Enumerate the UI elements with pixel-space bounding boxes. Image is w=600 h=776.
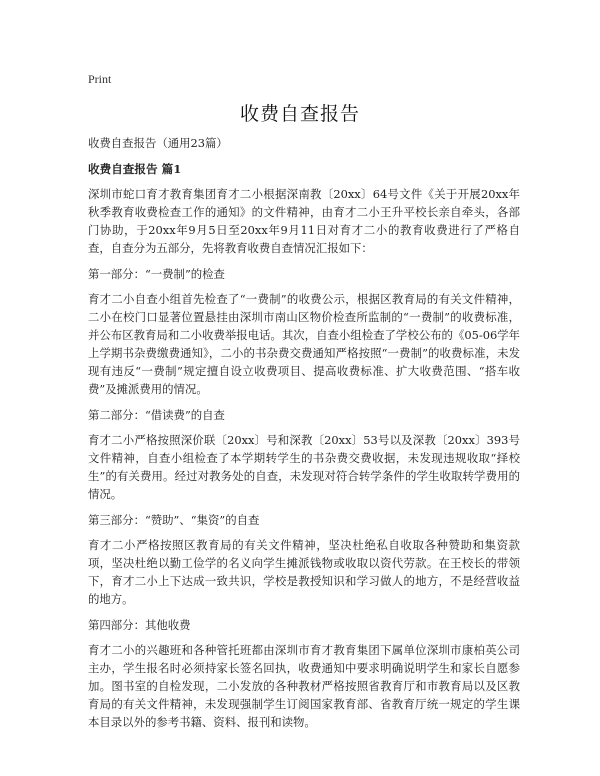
document-title: 收费自查报告 <box>239 103 360 125</box>
part-body-4: 育才二小的兴趣班和各种管托班都由深圳市育才教育集团下属单位深圳市康柏英公司主办，学生报名时必须持家长签名回执，收费通知中要求明确说明学生和家长自愿参加。图书室的自检发现，二小发放的各种教材严格按照省教育厅和市教育局以及区教育局的有关文件精神，未发现强制学生订阅国家教育部、省教育厅统一规定的学生课本目录以外的参考书籍、资料、报刊和读物。 <box>88 643 520 729</box>
part-heading-1: 第一部分：“一费制”的检查 <box>88 267 225 281</box>
part-heading-2: 第二部分：“借读费”的自查 <box>88 408 225 422</box>
part-body-1: 育才二小自查小组首先检查了“一费制”的收费公示，根据区教育局的有关文件精神，二小在校门口显著位置悬挂由深圳市南山区物价检查所监制的“一费制”的收费标准，并公布区教育局和二小收费举报电话。其次，自查小组检查了学校公布的《05-06学年上学期书杂费缴费通知》，二小的书杂费交费通知严格按照“一费制”的收费标准，未发现有违反“一费制”规定擅自设立收费项目、提高收费标准、扩大收费范围、“搭车收费”及摊派费用的情况。 <box>88 292 520 396</box>
section-heading: 收费自查报告 篇1 <box>88 162 182 176</box>
intro-paragraph: 深圳市蛇口育才教育集团育才二小根据深南教〔20xx〕64号文件《关于开展20xx年秋季教育收费检查工作的通知》的文件精神，由育才二小王升平校长亲自牵头，各部门协助，于20xx年9月5日至20xx年9月11日对育才二小的教育收费进行了严格自查，自查分为五部分，先将教育收费自查情况汇报如下： <box>88 187 520 255</box>
part-body-2: 育才二小严格按照深价联〔20xx〕号和深教〔20xx〕53号以及深教〔20xx〕393号文件精神，自查小组检查了本学期转学生的书杂费交费收据，未发现违规收取“择校生”的有关费用。经过对教务处的自查，未发现对符合转学条件的学生收取转学费用的情况。 <box>88 433 520 501</box>
part-body-3: 育才二小严格按照区教育局的有关文件精神，坚决杜绝私自收取各种赞助和集资款项，坚决杜绝以勤工俭学的名义向学生摊派钱物或收取以资代劳款。在王校长的带领下，育才二小上下达成一致共识，学校是教授知识和学习做人的地方，不是经营收益的地方。 <box>88 538 520 606</box>
part-heading-3: 第三部分：“赞助”、“集资”的自查 <box>88 513 260 527</box>
print-link[interactable]: Print <box>88 72 112 86</box>
document-subtitle: 收费自查报告（通用23篇） <box>88 136 228 150</box>
part-heading-4: 第四部分：其他收费 <box>88 618 191 632</box>
document-body <box>88 134 520 734</box>
